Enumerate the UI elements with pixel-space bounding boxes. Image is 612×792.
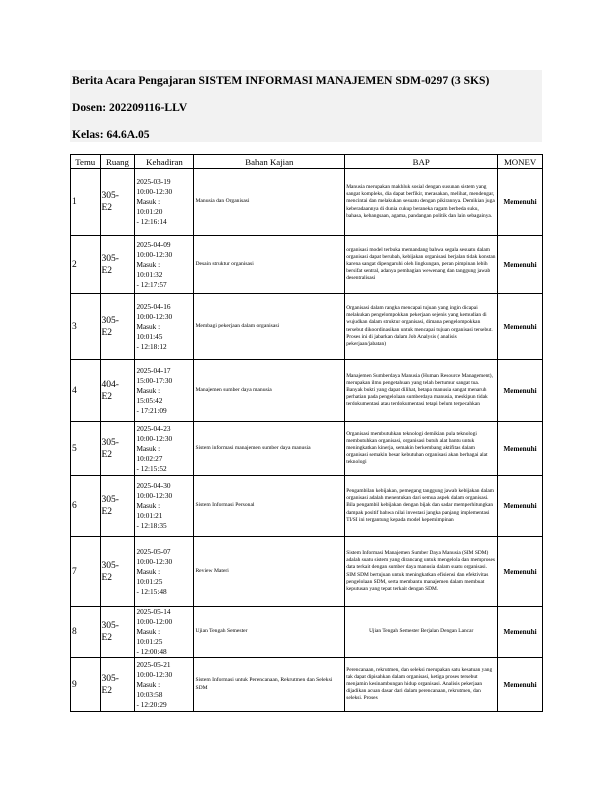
bap-text: Pengambilan kebijakan, pemegang tanggung jawab kebijakan dalam organisasi adalah menentukan dari semua aspek dalam organisasi. Bila pengambil kebijakan dengan bijak dan sadar memperhitungkan dampak positif bahwa nilai investasi jangka panjang implementasi TI/SI ini tergantung kepada model kepemimpinan <box>346 488 494 523</box>
col-header-temu: Temu <box>71 155 101 169</box>
document-header <box>70 70 542 142</box>
bahan-kajian-cell: Sistem informasi manajemen sumber daya manusia <box>194 422 345 476</box>
kehadiran-masuk-time: 10:01:25 <box>136 576 163 586</box>
kehadiran-masuk-time: 10:01:20 <box>136 207 163 216</box>
col-header-bahan-kajian: Bahan Kajian <box>194 155 345 169</box>
ruang-floor: E2 <box>101 327 113 338</box>
table-header-row <box>71 155 543 169</box>
kehadiran-masuk-label: Masuk : <box>136 501 161 510</box>
kehadiran-masuk-label: Masuk : <box>136 259 161 269</box>
kehadiran-keluar-time: - 17:21:09 <box>136 405 167 415</box>
bap-cell <box>345 236 498 294</box>
document-title: Berita Acara Pengajaran SISTEM INFORMASI MANAJEMEN SDM-0297 (3 SKS) <box>72 74 490 87</box>
temu-cell: 6 <box>71 476 101 537</box>
ruang-cell <box>100 236 135 294</box>
kehadiran-cell <box>135 360 194 422</box>
ruang-building: 305- <box>101 560 119 571</box>
ruang-cell <box>100 422 135 476</box>
kehadiran-masuk-label: Masuk : <box>136 321 161 331</box>
ruang-building: 305- <box>101 621 119 631</box>
bap-text: Organisasi dalam rangka mencapai tujuan yang ingin dicapai melakukan pengelompokkan pekerjaan sejenis yang kemudian di wujudkan dalam struktur organisasi, dimana pengelompokkan tersebut dikoordinasikan untuk mencapai tujuan organisasi tersebut. Proses ini di jabarkan dalam Job Analysis ( analisis pekerjaan/jabatan) <box>346 305 493 347</box>
kelas-label: Kelas: 64.6A.05 <box>72 128 150 141</box>
kehadiran-masuk-label: Masuk : <box>136 385 161 395</box>
table-row <box>71 422 543 476</box>
kehadiran-masuk-label: Masuk : <box>136 566 161 576</box>
bahan-kajian-cell: Sistem Informasi Personal <box>194 476 345 537</box>
bap-text: Sistem Informasi Manajemen Sumber Daya Manusia (SIM SDM) adalah suatu sistem yang dirancang untuk mengelola dan memproses data terkait dengan sumber daya manusia dalam suatu organisasi. SIM SDM bertujuan untuk meningkatkan efisiensi dan efektivitas pengelolaan SDM, serta membantu manajemen dalam membuat keputusan yang tepat terkait dengan SDM. <box>346 550 496 592</box>
kehadiran-date: 2025-04-23 <box>136 423 171 433</box>
kehadiran-masuk-time: 10:01:32 <box>136 269 163 279</box>
bap-text: Ujian Tengah Semester Berjalan Dengan Lancar <box>369 628 474 635</box>
bap-table <box>70 154 543 712</box>
kehadiran-time: 10:00-12:00 <box>136 617 173 626</box>
monev-cell: Memenuhi <box>498 236 543 294</box>
temu-cell: 4 <box>71 360 101 422</box>
kehadiran-keluar-time: - 12:15:52 <box>136 463 167 473</box>
table-row <box>71 607 543 658</box>
monev-cell: Memenuhi <box>498 422 543 476</box>
col-header-monev: MONEV <box>498 155 543 169</box>
temu-cell: 3 <box>71 294 101 360</box>
col-header-ruang: Ruang <box>100 155 135 169</box>
table-row <box>71 658 543 712</box>
col-header-kehadiran: Kehadiran <box>135 155 194 169</box>
kehadiran-date: 2025-04-09 <box>136 239 171 249</box>
bap-text: Manajemen Sumberdaya Manusia (Human Resource Management), merupakan ilmu pengetahuan yang telah bertumur sangat tua. Banyak bukti yang dapat dilihat, betapa manusia sangat menaruh perhatian pada pengelolaan sumberdaya manusia, meskipun tidak terdokumentasi atau terdokumentasi tetapi belum terpecahkan <box>346 372 493 408</box>
col-header-bap: BAP <box>345 155 498 169</box>
kehadiran-masuk-label: Masuk : <box>136 679 161 689</box>
bap-cell <box>345 658 498 712</box>
ruang-building: 305- <box>101 315 119 326</box>
ruang-floor: E2 <box>101 203 113 213</box>
monev-cell: Memenuhi <box>498 294 543 360</box>
kehadiran-masuk-time: 10:01:45 <box>136 331 163 341</box>
monev-cell: Memenuhi <box>498 537 543 607</box>
ruang-building: 305- <box>101 673 119 684</box>
ruang-cell <box>100 607 135 658</box>
kehadiran-masuk-label: Masuk : <box>136 443 161 453</box>
kehadiran-time: 10:00-12:30 <box>136 311 173 321</box>
ruang-cell <box>100 360 135 422</box>
ruang-cell <box>100 169 135 236</box>
bahan-kajian-cell: Membagi pekerjaan dalam organisasi <box>194 294 345 360</box>
kehadiran-time: 10:00-12:30 <box>136 249 173 259</box>
ruang-building: 404- <box>101 379 119 390</box>
monev-cell: Memenuhi <box>498 169 543 236</box>
kehadiran-date: 2025-05-07 <box>136 546 171 556</box>
table-row <box>71 360 543 422</box>
kehadiran-date: 2025-05-21 <box>136 659 171 669</box>
kehadiran-date: 2025-05-14 <box>136 607 171 616</box>
bahan-kajian-cell: Review Materi <box>194 537 345 607</box>
bap-text: Manusia merupakan makhluk sosial dengan susunan sistem yang sangat kompleks, dia dapat berfikir, merasakan, melihat, mendengar, mencintai dan melakukan sesuatu dengan pikirannya. Demikian juga keberadaannya di dunia cukup beraneka ragam berbeda suku, bahasa, kebangsaan, agama, pandangan politik dan lain sebagainya. <box>346 184 495 219</box>
ruang-floor: E2 <box>101 572 113 583</box>
bap-text: Perencanaan, rekrutmen, dan seleksi merupakan satu kesatuan yang tak dapat dipisahkan dalam organisasi, ketiga proses tersebut menjamin kesinambungan hidup organisasi. Analisis pekerjaan dijadikan acuan dasar dari dalam perencanaan, rekrutmen, dan seleksi. Proses <box>346 666 493 702</box>
bap-text: organisasi model terbuka memandang bahwa segala sesuatu dalam organisasi dapat berubah, kebijakan organisasi berjalan tidak konstan karena sangat dipengaruhi oleh lingkungan, peran pimpinan lebih bersifat sentral, adanya pembagian wewenang dan tanggung jawab desentralisasi <box>346 246 496 282</box>
bap-cell <box>345 537 498 607</box>
kehadiran-date: 2025-04-17 <box>136 365 171 375</box>
ruang-cell <box>100 537 135 607</box>
kehadiran-cell <box>135 169 194 236</box>
kehadiran-masuk-label: Masuk : <box>136 627 161 636</box>
kehadiran-date: 2025-04-30 <box>136 481 171 490</box>
bap-cell <box>345 169 498 236</box>
kehadiran-keluar-time: - 12:18:35 <box>136 521 167 530</box>
dosen-label: Dosen: 202209116-LLV <box>72 101 188 114</box>
kehadiran-keluar-time: - 12:17:57 <box>136 279 167 289</box>
kehadiran-keluar-time: - 12:15:48 <box>136 586 167 596</box>
monev-cell: Memenuhi <box>498 658 543 712</box>
kehadiran-cell <box>135 476 194 537</box>
kehadiran-cell <box>135 537 194 607</box>
kehadiran-time: 10:00-12:30 <box>136 669 173 679</box>
kehadiran-masuk-time: 10:01:25 <box>136 637 163 646</box>
bap-cell <box>345 422 498 476</box>
kehadiran-time: 15:00-17:30 <box>136 375 173 385</box>
table-row <box>71 236 543 294</box>
ruang-building: 305- <box>101 495 119 505</box>
kehadiran-cell <box>135 294 194 360</box>
bap-text: Organisasi membutuhkan teknologi demikian pula teknologi membutuhkan organisasi, organisasi butuh alat bantu untuk meningkatkan kinerja, semakin berkembang aktifitas dalam organisasi semakin besar kebutuhan organisasi akan berbagai alat teknologi <box>346 430 488 466</box>
kehadiran-date: 2025-04-16 <box>136 301 171 311</box>
ruang-building: 305- <box>101 191 119 201</box>
bap-cell <box>345 476 498 537</box>
bahan-kajian-cell: Sistem Informasi untuk Perencanaan, Rekrutmen dan Seleksi SDM <box>194 658 345 712</box>
temu-cell: 5 <box>71 422 101 476</box>
ruang-building: 305- <box>101 253 119 264</box>
kehadiran-cell <box>135 658 194 712</box>
bap-cell <box>345 294 498 360</box>
bahan-kajian-cell: Manajemen sumber daya manusia <box>194 360 345 422</box>
monev-cell: Memenuhi <box>498 476 543 537</box>
ruang-floor: E2 <box>101 391 113 402</box>
kehadiran-time: 10:00-12:30 <box>136 187 173 196</box>
table-row <box>71 169 543 236</box>
kehadiran-cell <box>135 236 194 294</box>
kehadiran-cell <box>135 422 194 476</box>
monev-cell: Memenuhi <box>498 607 543 658</box>
ruang-floor: E2 <box>101 507 113 517</box>
kehadiran-masuk-time: 10:02:27 <box>136 453 163 463</box>
kehadiran-keluar-time: - 12:20:29 <box>136 699 167 709</box>
kehadiran-time: 10:00-12:30 <box>136 491 173 500</box>
ruang-floor: E2 <box>101 449 113 460</box>
kehadiran-time: 10:00-12:30 <box>136 556 173 566</box>
kehadiran-time: 10:00-12:30 <box>136 433 173 443</box>
kehadiran-keluar-time: - 12:16:14 <box>136 217 167 226</box>
bap-cell <box>345 360 498 422</box>
ruang-building: 305- <box>101 437 119 448</box>
kehadiran-keluar-time: - 12:18:12 <box>136 341 167 351</box>
kehadiran-masuk-time: 10:01:21 <box>136 511 163 520</box>
temu-cell: 9 <box>71 658 101 712</box>
kehadiran-masuk-time: 10:03:58 <box>136 689 163 699</box>
table-row <box>71 294 543 360</box>
ruang-cell <box>100 476 135 537</box>
table-row <box>71 476 543 537</box>
monev-cell: Memenuhi <box>498 360 543 422</box>
ruang-floor: E2 <box>101 633 113 643</box>
kehadiran-date: 2025-03-19 <box>136 177 171 186</box>
ruang-floor: E2 <box>101 685 113 696</box>
table-row <box>71 537 543 607</box>
temu-cell: 7 <box>71 537 101 607</box>
kehadiran-keluar-time: - 12:00:48 <box>136 647 167 656</box>
bahan-kajian-cell: Manusia dan Organisasi <box>194 169 345 236</box>
temu-cell: 8 <box>71 607 101 658</box>
ruang-cell <box>100 658 135 712</box>
temu-cell: 2 <box>71 236 101 294</box>
kehadiran-masuk-label: Masuk : <box>136 197 161 206</box>
kehadiran-masuk-time: 15:05:42 <box>136 395 163 405</box>
bahan-kajian-cell: Ujian Tengah Semester <box>194 607 345 658</box>
ruang-floor: E2 <box>101 265 113 276</box>
ruang-cell <box>100 294 135 360</box>
bahan-kajian-cell: Desain struktur organisasi <box>194 236 345 294</box>
temu-cell: 1 <box>71 169 101 236</box>
kehadiran-cell <box>135 607 194 658</box>
bap-cell <box>345 607 498 658</box>
